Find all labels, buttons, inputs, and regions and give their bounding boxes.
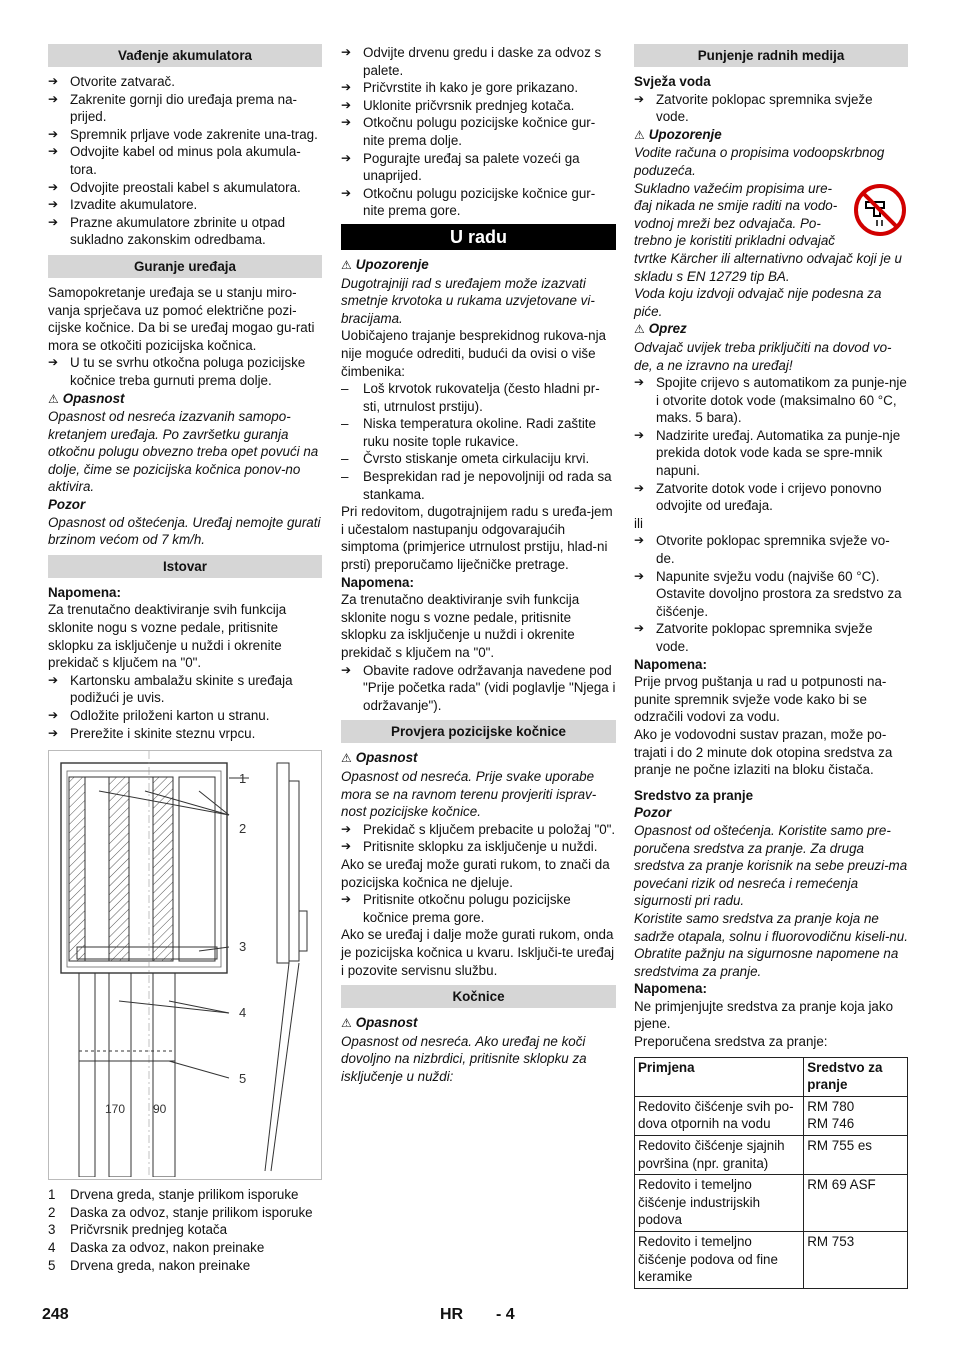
pallet-figure: [48, 750, 322, 1180]
table-cell: RM 753: [804, 1232, 908, 1289]
list-item: ➔ Zakrenite gornji dio uređaja prema na-prijed.: [48, 91, 322, 126]
detergent-table: [634, 1057, 908, 1289]
warning-text: Opasnost od nesreća. Prije svake uporabe mora se na ravnom terenu provjeriti isprav-nost pozicijske kočnice.: [341, 768, 597, 820]
caution-text: Opasnost od oštećenja. Uređaj nemojte gurati brzinom većom od 7 km/h.: [48, 514, 321, 548]
list-filling-steps-alt: [634, 532, 908, 655]
note-title: Napomena:: [341, 574, 414, 590]
figure-legend: [48, 1186, 322, 1274]
warning-icon: ⚠: [341, 1016, 352, 1031]
table-body: [635, 1096, 908, 1288]
caution-text: Obratite pažnju na sigurnosne napomene na sredstvima za pranje.: [634, 946, 899, 979]
list-item: ➔ Kartonsku ambalažu skinite s uređaja podižući je uvis.: [48, 672, 322, 707]
figure-label: 1: [239, 771, 247, 787]
table-cell: Redovito i temeljno čišćenje podova od fine keramike: [635, 1232, 804, 1289]
heading-filling: Punjenje radnih medija: [634, 44, 908, 67]
table-cell: Redovito čišćenje svih po-dova otpornih na vodu: [635, 1096, 804, 1135]
note-text: Ako je vodovodni sustav prazan, može po-trajati i do 2 minute dok otopina sredstva za pranje ne počne izlaziti na bloku čistača.: [634, 726, 893, 778]
note-text: Za trenutačno deaktiviranje svih funkcija sklonite nogu s vozne pedale, pritisnite sklopku za isključenje u nuždi i okrenite prekidač s ključem na "0".: [48, 602, 287, 671]
list-factors: [341, 380, 616, 503]
list-item: ➔ Zatvorite poklopac spremnika svježe vode.: [634, 91, 908, 126]
list-item: ➔ Spremnik prljave vode zakrenite una-trag.: [48, 126, 322, 144]
warning-icon: ⚠: [634, 322, 645, 337]
no-drinking-water-icon: [852, 182, 908, 238]
table-row: [635, 1096, 908, 1135]
dimension-label: 170: [105, 1102, 126, 1117]
table-row: [635, 1175, 908, 1232]
caution-text: Koristite samo sredstva za pranje koja ne sadrže otapala, solnu i fluorovodičnu kiseli-nu.: [634, 910, 908, 944]
figure-label: 3: [239, 939, 247, 955]
list-item: ➔ Zatvorite poklopac spremnika svježe vode.: [634, 620, 908, 655]
caution-title: Pozor: [634, 805, 672, 821]
figure-label: 4: [239, 1005, 247, 1021]
table-cell: Redovito i temeljno čišćenje industrijskih podova: [635, 1175, 804, 1232]
warning-title: ⚠ Opasnost: [341, 1015, 418, 1031]
list-item: ➔ Izvadite akumulatore.: [48, 196, 322, 214]
table-header: Primjena: [635, 1057, 804, 1096]
list-item: ➔ Napunite svježu vodu (najviše 60 °C). Ostavite dovoljno prostora za sredstvo za čišćenje.: [634, 568, 908, 621]
column-1: [48, 44, 322, 1274]
warning-icon: ⚠: [341, 257, 352, 272]
legend-item: 1 Drvena greda, stanje prilikom isporuke: [48, 1187, 299, 1203]
note-text: Ne primjenjujte sredstva za pranje koja jako pjene.: [634, 998, 894, 1032]
figure-label: 2: [239, 821, 247, 837]
list-item: ➔ Otkočnu polugu pozicijske kočnice gur-nite prema dolje.: [341, 114, 616, 149]
note-title: Napomena:: [634, 656, 707, 672]
pallet-diagram: [49, 751, 321, 1177]
heading-operation: U radu: [341, 224, 616, 250]
list-filling-steps: [634, 374, 908, 515]
paragraph: Uobičajeno trajanje besprekidnog rukova-nja nije moguće odrediti, budući da ovisi o više čimbenika:: [341, 328, 607, 379]
list-item: – Čvrsto stiskanje ometa cirkulaciju krvi.: [341, 450, 616, 468]
warning-text: Opasnost od nesreća izazvanih samopo-kretanjem uređaja. Po završetku guranja otkočnu polugu obvezno treba opet povući na dolje, čime se pozicijska kočnica ponov-no aktivira.: [48, 409, 319, 495]
list-item: ➔ Nadzirite uređaj. Automatika za punje-nje prekida dotok vode kada se spre-mnik napuni.: [634, 427, 908, 480]
list-item: ➔ Uklonite pričvrsnik prednjeg kotača.: [341, 97, 616, 115]
caution-title: Pozor: [48, 497, 86, 513]
note-text: Za trenutačno deaktiviranje svih funkcija sklonite nogu s vozne pedale, pritisnite sklopku za isključenje u nuždi i okrenite prekidač s ključem na "0".: [341, 592, 580, 660]
heading-battery-removal: Vađenje akumulatora: [48, 44, 322, 67]
note-text: Prije prvog puštanja u rad u potpunosti na-punite spremnik svježe vode kako bi se odzračili vodovi za vodu.: [634, 674, 887, 725]
legend-item: 5 Drvena greda, nakon preinake: [48, 1257, 251, 1273]
legend-item: 2 Daska za odvoz, stanje prilikom isporuke: [48, 1204, 313, 1220]
warning-text: Opasnost od nesreća. Ako uređaj ne koči dovoljno na nizbrdici, pritisnite sklopku za isključenje u nuždi:: [341, 1033, 587, 1084]
table-cell: RM 755 es: [804, 1136, 908, 1175]
paragraph: Ako se uređaj može gurati rukom, to znači da pozicijska kočnica ne djeluje.: [341, 856, 610, 890]
subheading-fresh-water: Svježa voda: [634, 74, 711, 89]
language-code: HR: [440, 1306, 464, 1323]
list-item: – Loš krvotok rukovatelja (često hladni pr-sti, utrnulost prstiju).: [341, 380, 616, 415]
column-2: [341, 44, 616, 1085]
note-title: Napomena:: [634, 981, 707, 997]
list-item: ➔ Pritisnite sklopku za isključenje u nuždi.: [341, 838, 616, 856]
heading-pushing: Guranje uređaja: [48, 255, 322, 278]
list-item: – Besprekidan rad je nepovoljniji od rada sa stankama.: [341, 468, 616, 503]
list-item: ➔ Obavite radove održavanja navedene pod "Prije početka rada" (vidi poglavlje "Njega i održavanje").: [341, 662, 616, 715]
list-pallet-steps: [341, 44, 616, 220]
warning-text: Sukladno važećim propisima ure-đaj nikada ne smije raditi na vodo-vodnoj mreži bez odvajača. Po-trebno je koristiti prikladni odvajač tvrtke Kärcher ili alternativno odvajač koji je u skladu s EN 12729 tip BA.: [634, 180, 908, 286]
paragraph: Samopokretanje uređaja se u stanju miro-vanja sprječava uz pomoć električne pozi-cijske kočnice. Da bi se uređaj mogao gu-rati mora se otkočiti pozicijska kočnica.: [48, 284, 315, 353]
list-unloading-steps: [48, 672, 322, 742]
list-item: ➔ Prekidač s ključem prebacite u položaj "0".: [341, 821, 616, 839]
warning-title: ⚠ Upozorenje: [634, 126, 722, 142]
page-number: 248: [42, 1306, 69, 1323]
list-item: ➔ Spojite crijevo s automatikom za punje-nje i otvorite dotok vode (maksimalno 60 °C, maks. 5 bara).: [634, 374, 908, 427]
legend-item: 4 Daska za odvoz, nakon preinake: [48, 1239, 265, 1255]
list-item: ➔ Otvorite zatvarač.: [48, 73, 322, 91]
warning-icon: ⚠: [341, 751, 352, 766]
note-title: Napomena:: [48, 584, 121, 600]
list-item: ➔ Odvijte drvenu gredu i daske za odvoz s palete.: [341, 44, 616, 79]
heading-brakes: Kočnice: [341, 985, 616, 1008]
paragraph: Pri redovitom, dugotrajnijem radu s uređa-jem i učestalom nastupanju odgovarajućih simptoma (primjerice utrnulost prstiju, hlad-ni prsti) preporučamo liječničke pretrage.: [341, 504, 613, 573]
legend-item: 3 Pričvrsnik prednjeg kotača: [48, 1222, 228, 1238]
list-item: ➔ Otvorite poklopac spremnika svježe vo-de.: [634, 532, 908, 567]
list-item: ➔ Zatvorite dotok vode i crijevo ponovno odvojite od uređaja.: [634, 480, 908, 515]
warning-icon: ⚠: [48, 391, 59, 406]
list-item: ➔ Prazne akumulatore zbrinite u otpad sukladno zakonskim odredbama.: [48, 214, 322, 249]
note-text: Preporučena sredstva za pranje:: [634, 1034, 828, 1050]
figure-label: 5: [239, 1071, 247, 1087]
caution-title: ⚠ Oprez: [634, 321, 687, 337]
caution-text: Opasnost od oštećenja. Koristite samo pre-poručena sredstva za pranje. Za druga sredstva za pranje korisnik na sebe preuzi-ma povećani rizik od nesreća i remećenja sigurnosti pri radu.: [634, 822, 908, 909]
list-item: – Niska temperatura okoline. Radi zaštite ruku nosite tople rukavice.: [341, 415, 616, 450]
list-item: ➔ Pritisnite otkočnu polugu pozicijske kočnice prema gore.: [341, 891, 616, 926]
warning-text: Dugotrajniji rad s uređajem može izazvati smetnje krvotoka u rukama uzvjetovane vi-bracijama.: [341, 275, 595, 326]
table-row: [635, 1232, 908, 1289]
paragraph: Ako se uređaj i dalje može gurati rukom, onda je pozicijska kočnica u kvaru. Isključi-te uređaj i pozovite servisnu službu.: [341, 927, 615, 978]
table-cell: Redovito čišćenje sjajnih površina (npr. granita): [635, 1136, 804, 1175]
or-label: ili: [634, 515, 643, 531]
list-item: ➔ Odvojite preostali kabel s akumulatora.: [48, 179, 322, 197]
list-item: ➔ Odložite priloženi karton u stranu.: [48, 707, 322, 725]
list-item: ➔ Otkočnu polugu pozicijske kočnice gur-nite prema gore.: [341, 185, 616, 220]
warning-title: ⚠ Opasnost: [341, 750, 418, 766]
table-row: [635, 1136, 908, 1175]
subheading-detergent: Sredstvo za pranje: [634, 787, 754, 803]
warning-title: ⚠ Opasnost: [48, 390, 125, 406]
table-cell: RM 780 RM 746: [804, 1096, 908, 1135]
list-battery-steps: [48, 73, 322, 249]
column-3: [634, 44, 908, 1289]
section-page: - 4: [496, 1306, 515, 1323]
list-item: ➔ Pogurajte uređaj sa palete vozeći ga unaprijed.: [341, 150, 616, 185]
warning-title: ⚠ Upozorenje: [341, 256, 429, 272]
list-item: ➔ Pričvrstite ih kako je gore prikazano.: [341, 79, 616, 97]
table-header: Sredstvo za pranje: [804, 1057, 908, 1096]
warning-text: Voda koju izdvoji odvajač nije podesna za piće.: [634, 286, 882, 319]
heading-parking-brake: Provjera pozicijske kočnice: [341, 720, 616, 743]
list-item: ➔ U tu se svrhu otkočna poluga pozicijske kočnice treba gurnuti prema dolje.: [48, 354, 322, 389]
heading-unloading: Istovar: [48, 555, 322, 578]
dimension-label: 90: [153, 1102, 167, 1117]
caution-text: Odvajač uvijek treba priključiti na dovod vo-de, a ne izravno na uređaj!: [634, 339, 892, 373]
warning-text: Vodite računa o propisima vodoopskrbnog poduzeća.: [634, 145, 885, 178]
list-item: ➔ Odvojite kabel od minus pola akumula-tora.: [48, 143, 322, 178]
warning-icon: ⚠: [634, 127, 645, 142]
list-item: ➔ Prerežite i skinite steznu vrpcu.: [48, 725, 322, 743]
table-cell: RM 69 ASF: [804, 1175, 908, 1232]
table-header-row: [635, 1057, 908, 1096]
